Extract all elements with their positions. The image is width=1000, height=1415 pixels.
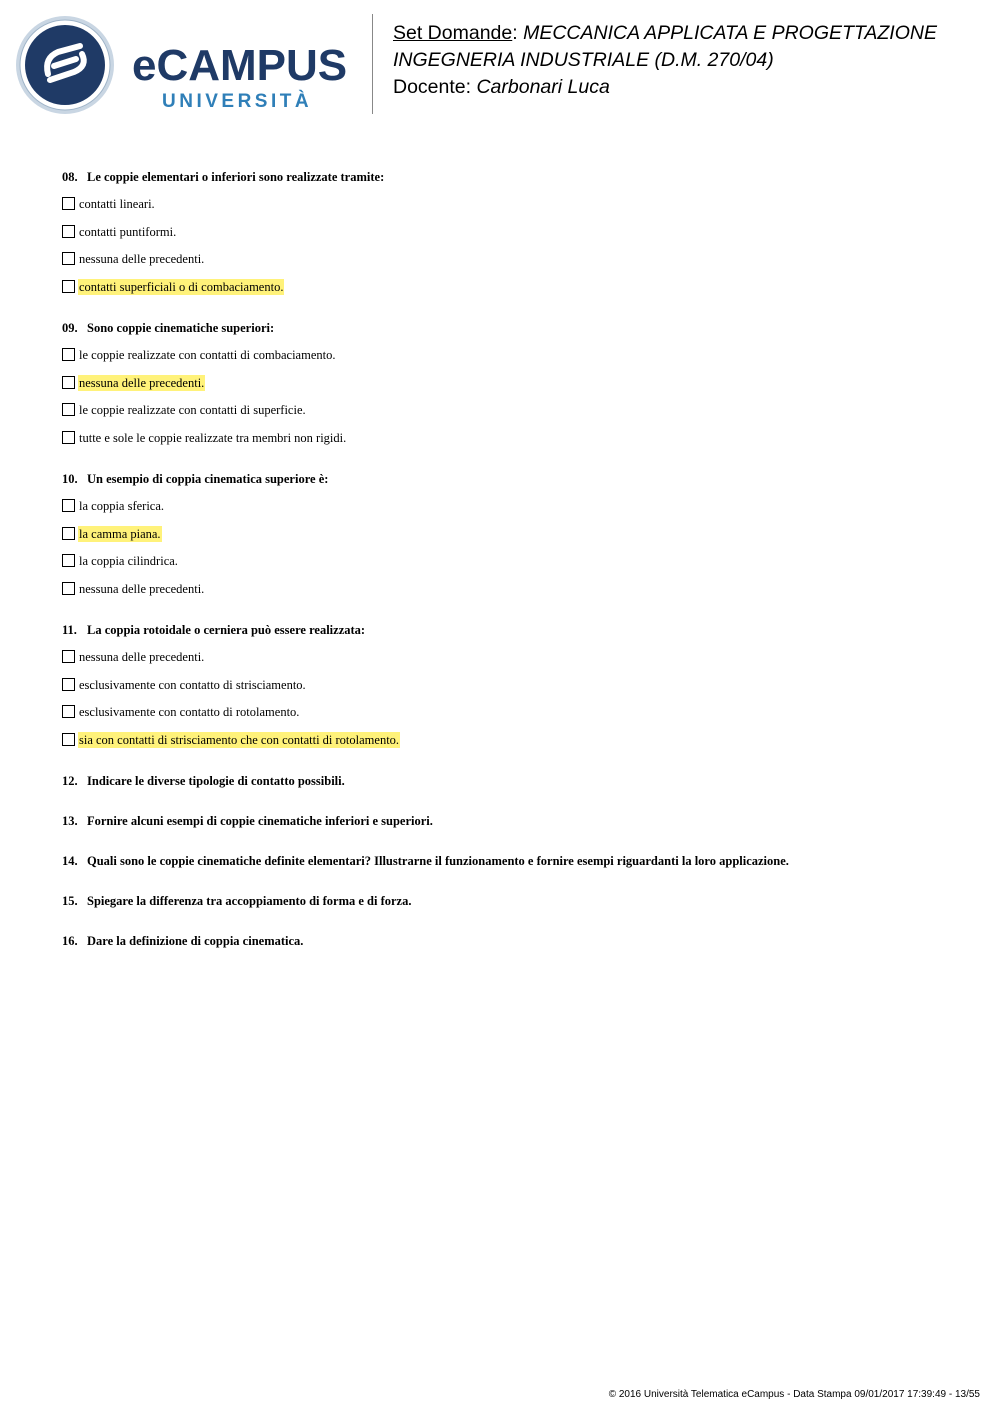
page-footer: © 2016 Università Telematica eCampus - Data Stampa 09/01/2017 17:39:49 - 13/55 [608, 1389, 980, 1400]
open-question [62, 894, 411, 909]
answer-option-correct[interactable] [62, 731, 400, 748]
teacher-name: Carbonari Luca [476, 76, 610, 98]
answer-option-correct[interactable] [62, 525, 162, 542]
question-number: 11. [62, 623, 77, 637]
answer-option-correct[interactable] [62, 278, 284, 295]
question-number: 08. [62, 170, 78, 184]
open-question [62, 854, 789, 869]
set-colon: : [512, 22, 518, 44]
option-text: nessuna delle precedenti. [79, 581, 205, 596]
logo-sub: UNIVERSITÀ [162, 91, 313, 112]
checkbox[interactable] [62, 554, 75, 567]
checkbox[interactable] [62, 582, 75, 595]
option-text: nessuna delle precedenti. [79, 251, 205, 266]
question [62, 623, 365, 638]
question-number: 13. [62, 814, 78, 828]
header-info [393, 20, 993, 101]
checkbox[interactable] [62, 733, 75, 746]
checkbox[interactable] [62, 678, 75, 691]
answer-option[interactable] [62, 580, 205, 597]
open-question [62, 814, 433, 829]
question [62, 321, 274, 336]
question-text: Le coppie elementari o inferiori sono realizzate tramite: [87, 170, 385, 184]
checkbox[interactable] [62, 197, 75, 210]
checkbox[interactable] [62, 252, 75, 265]
course-title-2: INGEGNERIA INDUSTRIALE (D.M. 270/04) [393, 49, 774, 71]
option-text-highlighted: contatti superficiali o di combaciamento. [79, 279, 284, 294]
open-question [62, 774, 345, 789]
option-text: esclusivamente con contatto di strisciamento. [79, 677, 306, 692]
question-text: Dare la definizione di coppia cinematica. [87, 934, 304, 948]
answer-option[interactable] [62, 676, 307, 693]
logo-brand: eCAMPUS [132, 41, 348, 90]
option-text: esclusivamente con contatto di rotolamento. [79, 704, 300, 719]
course-line [393, 20, 993, 47]
question [62, 170, 384, 185]
teacher-line [393, 74, 993, 101]
option-text: la coppia cilindrica. [79, 553, 178, 568]
checkbox[interactable] [62, 527, 75, 540]
answer-option[interactable] [62, 703, 300, 720]
course-title: MECCANICA APPLICATA E PROGETTAZIONE [523, 22, 937, 44]
ecampus-logo [14, 14, 359, 118]
option-text: nessuna delle precedenti. [79, 649, 205, 664]
checkbox[interactable] [62, 650, 75, 663]
question-text: Quali sono le coppie cinematiche definite elementari? Illustrarne il funzionamento e fornire esempi riguardanti la loro applicazione. [87, 854, 789, 868]
answer-option-correct[interactable] [62, 374, 205, 391]
question-text: Fornire alcuni esempi di coppie cinematiche inferiori e superiori. [87, 814, 433, 828]
option-text-highlighted: sia con contatti di strisciamento che con contatti di rotolamento. [79, 732, 400, 747]
answer-option[interactable] [62, 223, 177, 240]
answer-option[interactable] [62, 250, 205, 267]
checkbox[interactable] [62, 431, 75, 444]
answer-option[interactable] [62, 552, 179, 569]
header-divider [372, 14, 373, 114]
question-number: 12. [62, 774, 78, 788]
option-text: contatti puntiformi. [79, 224, 177, 239]
question-number: 16. [62, 934, 78, 948]
answer-option[interactable] [62, 429, 347, 446]
question-text: Sono coppie cinematiche superiori: [87, 321, 275, 335]
question-text: Indicare le diverse tipologie di contatto possibili. [87, 774, 345, 788]
answer-option[interactable] [62, 346, 336, 363]
option-text: tutte e sole le coppie realizzate tra membri non rigidi. [79, 430, 347, 445]
option-text: la coppia sferica. [79, 498, 165, 513]
checkbox[interactable] [62, 403, 75, 416]
option-text: le coppie realizzate con contatti di combaciamento. [79, 347, 336, 362]
question [62, 472, 328, 487]
open-question [62, 934, 303, 949]
question-number: 10. [62, 472, 78, 486]
option-text-highlighted: nessuna delle precedenti. [79, 375, 205, 390]
checkbox[interactable] [62, 705, 75, 718]
question-number: 09. [62, 321, 78, 335]
option-text: contatti lineari. [79, 196, 155, 211]
question-number: 15. [62, 894, 78, 908]
question-text: La coppia rotoidale o cerniera può essere realizzata: [87, 623, 366, 637]
checkbox[interactable] [62, 376, 75, 389]
option-text-highlighted: la camma piana. [79, 526, 161, 541]
checkbox[interactable] [62, 225, 75, 238]
set-label: Set Domande [393, 22, 513, 44]
question-number: 14. [62, 854, 78, 868]
course-line-2 [393, 47, 993, 74]
answer-option[interactable] [62, 401, 307, 418]
answer-option[interactable] [62, 497, 165, 514]
answer-option[interactable] [62, 195, 156, 212]
option-text: le coppie realizzate con contatti di superficie. [79, 402, 306, 417]
checkbox[interactable] [62, 499, 75, 512]
checkbox[interactable] [62, 280, 75, 293]
question-text: Un esempio di coppia cinematica superiore è: [87, 472, 329, 486]
answer-option[interactable] [62, 648, 205, 665]
teacher-label: Docente: [393, 76, 477, 98]
question-text: Spiegare la differenza tra accoppiamento di forma e di forza. [87, 894, 412, 908]
checkbox[interactable] [62, 348, 75, 361]
